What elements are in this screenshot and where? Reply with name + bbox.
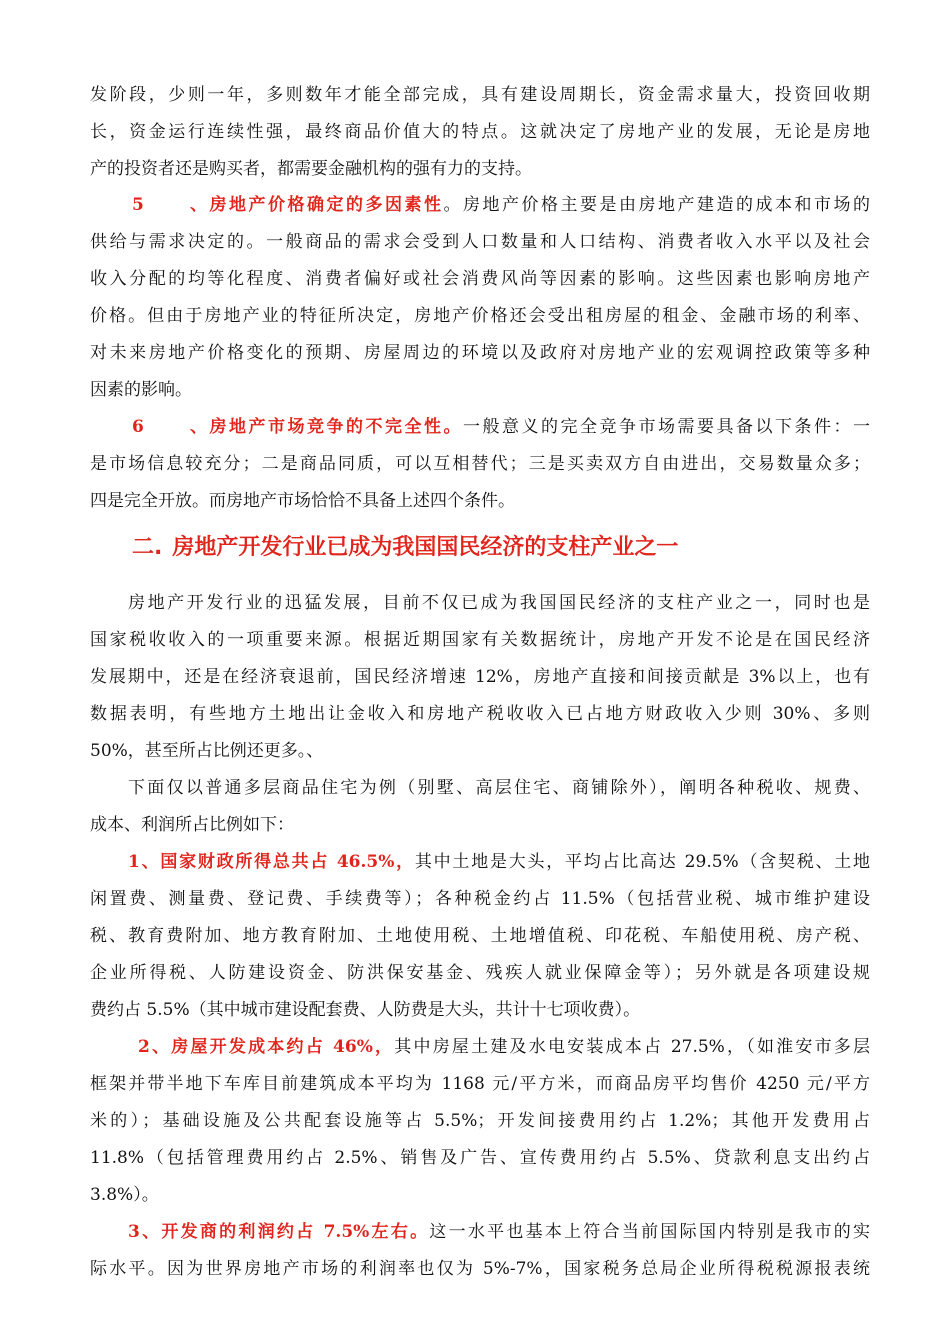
- text-line: 成本、利润所占比例如下：: [90, 815, 294, 835]
- text-line: 价格。但由于房地产业的特征所决定，房地产价格还会受出租房屋的租金、金融市场的利率、: [90, 306, 870, 326]
- text-line: 下面仅以普通多层商品住宅为例（别墅、高层住宅、商铺除外），阐明各种税收、规费、: [128, 778, 870, 798]
- section-number: 二.: [132, 535, 163, 560]
- text-line: [90, 1029, 870, 1066]
- section-heading: [132, 530, 678, 561]
- text-line: 供给与需求决定的。一般商品的需求会受到人口数量和人口结构、消费者收入水平以及社会: [90, 232, 870, 252]
- text-line: 长，资金运行连续性强，最终商品价值大的特点。这就决定了房地产业的发展，无论是房地: [90, 122, 870, 142]
- item-title: 房地产市场竞争的不完全性。: [207, 417, 463, 437]
- intro-paragraph: [90, 77, 870, 188]
- text-line: 四是完全开放。而房地产市场恰恰不具备上述四个条件。: [90, 491, 515, 511]
- item-5-paragraph: [90, 187, 870, 409]
- point-title: 3、开发商的利润约占 7.5%左右。: [128, 1222, 430, 1242]
- section-title: 房地产开发行业已成为我国国民经济的支柱产业之一: [172, 535, 679, 560]
- text-line: 50%，甚至所占比例还更多。、: [90, 741, 324, 761]
- text-fragment: 一般意义的完全竞争市场需要具备以下条件：一: [463, 417, 870, 437]
- text-line: 收入分配的均等化程度、消费者偏好或社会消费风尚等因素的影响。这些因素也影响房地产: [90, 269, 870, 289]
- text-line: [90, 187, 870, 224]
- text-line: 产的投资者还是购买者，都需要金融机构的强有力的支持。: [90, 159, 532, 179]
- text-line: 发阶段，少则一年，多则数年才能全部完成，具有建设周期长，资金需求量大，投资回收期: [90, 85, 870, 105]
- text-line: 因素的影响。: [90, 380, 192, 400]
- text-line: 房地产开发行业的迅猛发展，目前不仅已成为我国国民经济的支柱产业之一，同时也是: [128, 593, 870, 613]
- text-fragment: 。房地产价格主要是由房地产建造的成本和市场的: [443, 195, 870, 215]
- text-line: 是市场信息较充分；二是商品同质，可以互相替代；三是买卖双方自由进出，交易数量众多；: [90, 454, 870, 474]
- text-line: 框架并带半地下车库目前建筑成本平均为 1168 元/平方米，而商品房平均售价 4250 元/平方: [90, 1074, 870, 1094]
- item-number: 6、: [132, 417, 207, 437]
- point-3-paragraph: [90, 1214, 870, 1288]
- text-line: [90, 1214, 870, 1251]
- point-title: 1、国家财政所得总共占 46.5%，: [128, 852, 415, 872]
- item-number: 5、: [132, 195, 207, 215]
- text-line: 费约占 5.5%（其中城市建设配套费、人防费是大头，共计十七项收费）。: [90, 1000, 641, 1020]
- text-fragment: 这一水平也基本上符合当前国际国内特别是我市的实: [429, 1222, 870, 1242]
- text-line: 税、教育费附加、地方教育附加、土地使用税、土地增值税、印花税、车船使用税、房产税、: [90, 926, 870, 946]
- text-line: 企业所得税、人防建设资金、防洪保安基金、残疾人就业保障金等）；另外就是各项建设规: [90, 963, 870, 983]
- text-line: 3.8%）。: [90, 1185, 159, 1205]
- text-line: 数据表明，有些地方土地出让金收入和房地产税收收入已占地方财政收入少则 30%、多则: [90, 704, 870, 724]
- text-line: 11.8%（包括管理费用约占 2.5%、销售及广告、宣传费用约占 5.5%、贷款利息支出约占: [90, 1148, 870, 1168]
- item-6-paragraph: [90, 409, 870, 520]
- point-title: 2、房屋开发成本约占 46%，: [138, 1037, 395, 1057]
- text-line: [90, 409, 870, 446]
- text-line: 发展期中，还是在经济衰退前，国民经济增速 12%，房地产直接和间接贡献是 3%以上，也有: [90, 667, 870, 687]
- text-line: 闲置费、测量费、登记费、手续费等）；各种税金约占 11.5%（包括营业税、城市维护建设: [90, 889, 870, 909]
- text-line: 对未来房地产价格变化的预期、房屋周边的环境以及政府对房地产业的宏观调控政策等多种: [90, 343, 870, 363]
- section-2-paragraph: [90, 585, 870, 770]
- text-fragment: 其中土地是大头，平均占比高达 29.5%（含契税、土地: [414, 852, 870, 872]
- point-2-paragraph: [90, 1029, 870, 1214]
- text-line: [90, 844, 870, 881]
- example-paragraph: [90, 770, 870, 844]
- text-line: 米的）；基础设施及公共配套设施等占 5.5%；开发间接费用约占 1.2%；其他开发费用占: [90, 1111, 870, 1131]
- text-line: 国家税收收入的一项重要来源。根据近期国家有关数据统计，房地产开发不论是在国民经济: [90, 630, 870, 650]
- point-1-paragraph: [90, 844, 870, 1029]
- item-title: 房地产价格确定的多因素性: [207, 195, 444, 215]
- text-line: 际水平。因为世界房地产市场的利润率也仅为 5%-7%，国家税务总局企业所得税税源报表统: [90, 1259, 870, 1279]
- text-fragment: 其中房屋土建及水电安装成本占 27.5%，（如淮安市多层: [394, 1037, 870, 1057]
